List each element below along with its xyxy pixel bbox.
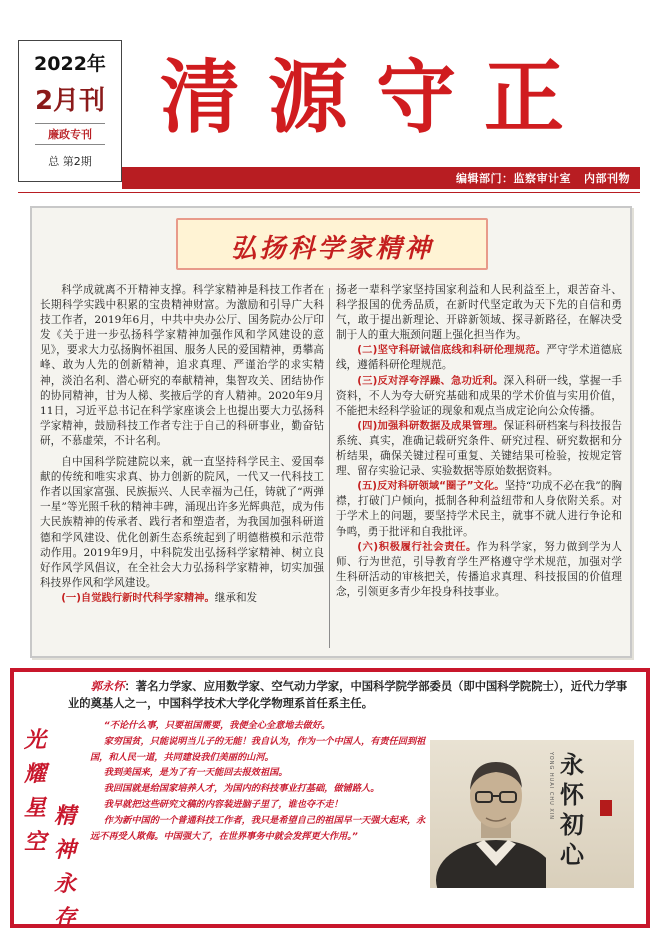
- side-title-1-char: 光: [23, 728, 46, 753]
- side-title-1-char: 耀: [23, 762, 46, 787]
- article-column-left: [40, 283, 324, 606]
- quotes-block: [90, 718, 430, 844]
- portrait-title: 永怀初心: [560, 750, 584, 869]
- side-title-2-char: 永: [53, 872, 76, 897]
- portrait-seal-icon: [600, 800, 612, 816]
- side-title-1-char: 空: [23, 830, 46, 855]
- feature-frame: [10, 668, 650, 931]
- bio-name: 郭永怀: [90, 679, 125, 693]
- section-1-heading: (一)自觉践行新时代科学家精神。: [61, 591, 215, 604]
- section-1-text-cont: 扬老一辈科学家坚持国家利益和人民利益至上，艰苦奋斗、科学报国的优秀品质，在新时代坚定敢为天下先的自信和勇气，敢于提出新理论、开辟新领域、探寻新路径，在解决受制于人的重大瓶颈问题上强化担当作为。: [336, 284, 622, 342]
- bio-paragraph: [68, 678, 638, 712]
- quote-line: 家穷国贫，只能说明当儿子的无能！我自认为，作为一个中国人，有责任回到祖国，和人民一道，共同建设我们美丽的山河。: [90, 735, 426, 763]
- header-rule: [18, 192, 640, 193]
- section-6-heading: (六)积极履行社会责任。: [357, 540, 477, 553]
- issue-box: [18, 40, 122, 182]
- article-column-right: [336, 283, 622, 600]
- issue-month: 2月刊: [34, 86, 106, 116]
- side-title-1-char: 星: [23, 796, 46, 821]
- section-4-heading: (四)加强科研数据及成果管理。: [357, 419, 504, 432]
- quote-line: 我到美国来，是为了有一天能回去报效祖国。: [103, 767, 288, 779]
- section-4-text: 保证科研档案与科技报告系统、真实，准确记载研究条件、研究过程、研究数据和分析结果，确保关键过程可重复、关键结果可检验，按规定管理、留存实验记录、实验数据等原始数据资料。: [336, 419, 622, 478]
- side-title-2: [52, 800, 78, 936]
- quote-line: 我回国就是给国家培养人才，为国内的科技事业打基础，做铺路人。: [103, 783, 380, 795]
- quote-line: “不论什么事，只要祖国需要，我便全心全意地去做好。: [103, 720, 331, 731]
- column-divider: [329, 288, 330, 648]
- issue-kind: 廉政专刊: [35, 123, 105, 145]
- issue-number-value: 第2期: [62, 155, 92, 168]
- section-6-text: 作为科学家，努力做到学为人师、行为世范，引导教育学生严格遵守学术规范，加强对学生科研活动的审核把关，传播追求真理、科技报国的价值理念，引领更多青少年投身科技事业。: [336, 540, 622, 598]
- section-5-text: 坚持“功成不必在我”的胸襟，打破门户倾向，抵制各种利益纽带和人身依附关系。对于学术上的问题，要坚持学术民主，就事不就人进行争论和争鸣，勇于批评和自我批评。: [336, 480, 622, 538]
- masthead-title: 清源守正: [160, 51, 592, 144]
- article-section-3: [336, 374, 622, 419]
- article-section-5: [336, 479, 622, 539]
- side-title-1: [22, 724, 48, 860]
- article-section-4: [336, 419, 622, 479]
- article-section-1: [40, 591, 324, 606]
- portrait-figure: [436, 748, 546, 888]
- portrait-pinyin: YONG HUAI CHU XIN: [548, 752, 554, 820]
- article-paragraph-1: 科学成就离不开精神支撑。科学家精神是科技工作者在长期科学实践中积累的宝贵精神财富。为激励和引导广大科技工作者，2019年6月，中共中央办公厅、国务院办公厅印发《关于进一步弘扬科学家精神加强作风和学风建设的意见》，要求大力弘扬胸怀祖国、服务人民的爱国精神，勇攀高峰、敢为人先的创新精神，追求真理、严谨治学的求实精神，淡泊名利、潜心研究的奉献精神，集智攻关、团结协作的协同精神，甘为人梯、奖掖后学的育人精神。2020年9月11日，习近平总书记在科学家座谈会上也提出要大力弘扬科学家精神，鼓励科技工作者专注于自己的科研事业，勤奋钻研，不慕虚荣，不计名利。: [40, 284, 324, 447]
- portrait-image: [430, 740, 634, 888]
- issue-year: 2022年: [34, 53, 106, 75]
- section-3-heading: (三)反对浮夸浮躁、急功近利。: [357, 374, 504, 387]
- issue-number: [19, 153, 121, 169]
- article-frame: [30, 206, 632, 658]
- side-title-2-char: 存: [53, 906, 76, 931]
- article-section-2: [336, 343, 622, 373]
- editor-label: 编辑部门：监察审计室: [456, 172, 571, 185]
- quote-line: 我早就把这些研究文稿的内容装进脑子里了，谁也夺不走！: [103, 798, 343, 810]
- article-title: 弘扬科学家精神: [230, 234, 434, 264]
- bio-text: ：著名力学家、应用数学家、空气动力学家，中国科学院学部委员（即中国科学院院士），近代力学事业的奠基人之一，中国科学技术大学化学物理系首任系主任。: [68, 679, 628, 710]
- section-2-heading: (二)坚守科研诚信底线和科研伦理规范。: [357, 344, 547, 357]
- quote-line: 作为新中国的一个普通科技工作者，我只是希望自己的祖国早一天强大起来，永远不再受人欺侮。中国强大了，在世界事务中就会发挥更大作用。”: [90, 814, 426, 842]
- section-3-text: 深入科研一线，掌握一手资料，不人为夸大研究基础和成果的学术价值与实用价值，不能把未经科学验证的现象和观点当成定论向公众传播。: [336, 374, 622, 417]
- section-2-text: 严守学术道德底线，遵循科研伦理规范。: [336, 344, 623, 372]
- section-5-heading: (五)反对科研领域“圈子”文化。: [357, 480, 505, 493]
- article-section-6: [336, 540, 622, 600]
- issue-prefix: 总: [48, 155, 60, 168]
- article-title-box: [176, 218, 488, 270]
- internal-label: 内部刊物: [584, 172, 630, 185]
- editor-info: [456, 170, 630, 186]
- article-paragraph-2: 自中国科学院建院以来，就一直坚持科学民主、爱国奉献的传统和唯实求真、协力创新的院风，一代又一代科技工作者以国家富强、民族振兴、人民幸福为己任，铸就了“两弹一星”等光照千秋的精神丰碑，涌现出许多光辉典范，成为伟大民族精神的传承者、践行者和塑造者，为我国加强科研道德和学风建设、优化创新生态系统起到了明德楷模和示范带动作用。2019年9月，中科院发出弘扬科学家精神、树立良好作风学风倡议，在全社会大力弘扬科学家精神，切实加强科技界作风和学风建设。: [40, 456, 324, 589]
- section-1-text-start: 继承和发: [214, 591, 258, 604]
- masthead-bar: [122, 167, 640, 189]
- side-title-2-char: 神: [53, 838, 76, 863]
- side-title-2-char: 精: [53, 804, 76, 829]
